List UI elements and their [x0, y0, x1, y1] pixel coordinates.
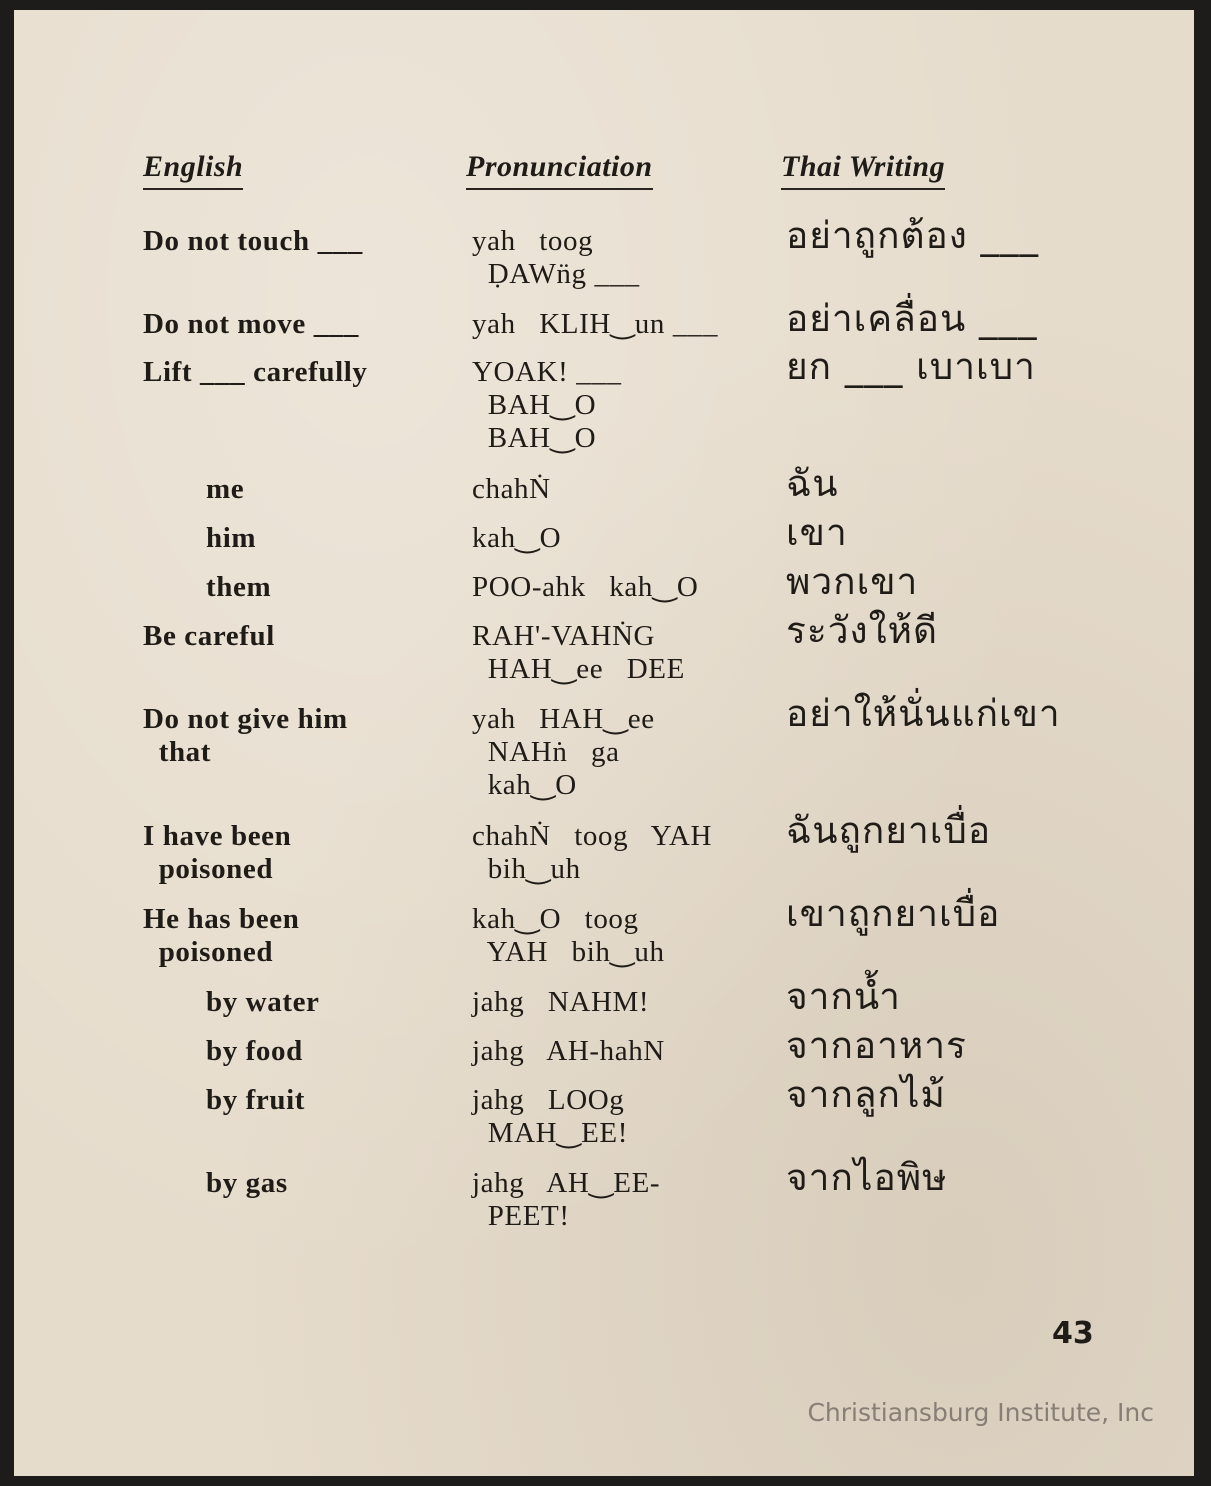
thai-text: เขาถูกยาเบื่อ	[786, 892, 1001, 935]
pronunciation-text: jahg LOOg	[472, 1084, 625, 1116]
english-text: poisoned	[143, 853, 274, 885]
book-page	[14, 10, 1194, 1476]
pronunciation-text: kah‿O toog	[472, 903, 639, 935]
pronunciation-text: jahg AH-hahN	[472, 1035, 665, 1067]
english-text: I have been	[143, 820, 292, 852]
pronunciation-text: yah toog	[472, 225, 594, 257]
pronunciation-text: BAH‿O	[472, 389, 597, 421]
pronunciation-text: jahg AH‿EE-	[472, 1167, 661, 1199]
english-text: Do not move ___	[143, 308, 360, 340]
english-text: me	[206, 473, 245, 505]
thai-text: ระวังให้ดี	[786, 609, 939, 652]
pronunciation-text: YAH bih‿uh	[472, 936, 665, 968]
thai-text: ฉัน	[786, 462, 839, 505]
english-text: He has been	[143, 903, 300, 935]
watermark: Christiansburg Institute, Inc	[807, 1398, 1154, 1427]
pronunciation-text: RAH'-VAHṄG	[472, 620, 656, 652]
english-text: by gas	[206, 1167, 288, 1199]
english-text: them	[206, 571, 272, 603]
english-text: that	[143, 736, 212, 768]
pronunciation-text: kah‿O	[472, 522, 562, 554]
pronunciation-text: YOAK! ___	[472, 356, 622, 388]
pronunciation-text: HAH‿ee DEE	[472, 653, 685, 685]
thai-text: จากลูกไม้	[786, 1073, 946, 1116]
thai-text: อย่าถูกต้อง ___	[786, 214, 1040, 257]
english-text: Lift ___ carefully	[143, 356, 368, 388]
english-text: by water	[206, 986, 320, 1018]
thai-text: อย่าเคลื่อน ___	[786, 297, 1038, 340]
english-text: by fruit	[206, 1084, 306, 1116]
thai-text: จากไอพิษ	[786, 1156, 948, 1199]
pronunciation-text: MAH‿EE!	[472, 1117, 628, 1149]
pronunciation-text: kah‿O	[472, 769, 577, 801]
thai-text: ฉันถูกยาเบื่อ	[786, 809, 992, 852]
english-text: Be careful	[143, 620, 275, 652]
pronunciation-text: POO-ahk kah‿O	[472, 571, 699, 603]
page-number: 43	[1052, 1316, 1094, 1351]
thai-text: พวกเขา	[786, 560, 919, 603]
pronunciation-text: NAHṅ ga	[472, 736, 620, 768]
pronunciation-text: PEET!	[472, 1200, 570, 1232]
english-text: him	[206, 522, 257, 554]
english-text: by food	[206, 1035, 303, 1067]
header-english: English	[143, 150, 243, 190]
pronunciation-text: ḌAWn̈g ___	[472, 258, 640, 290]
pronunciation-text: chahṄ toog YAH	[472, 820, 713, 852]
thai-text: จากน้ำ	[786, 975, 901, 1018]
thai-text: อย่าให้นั่นแก่เขา	[786, 692, 1061, 735]
english-text: Do not touch ___	[143, 225, 363, 257]
header-pronunciation: Pronunciation	[466, 150, 653, 190]
thai-text: จากอาหาร	[786, 1024, 967, 1067]
english-text: poisoned	[143, 936, 274, 968]
pronunciation-text: chahṄ	[472, 473, 551, 505]
header-thai-writing: Thai Writing	[781, 150, 945, 190]
pronunciation-text: bih‿uh	[472, 853, 581, 885]
pronunciation-text: BAH‿O	[472, 422, 597, 454]
english-text: Do not give him	[143, 703, 348, 735]
thai-text: ยก ___ เบาเบา	[786, 345, 1036, 388]
pronunciation-text: yah KLIH‿un ___	[472, 308, 719, 340]
pronunciation-text: jahg NAHM!	[472, 986, 650, 1018]
pronunciation-text: yah HAH‿ee	[472, 703, 655, 735]
thai-text: เขา	[786, 511, 848, 554]
